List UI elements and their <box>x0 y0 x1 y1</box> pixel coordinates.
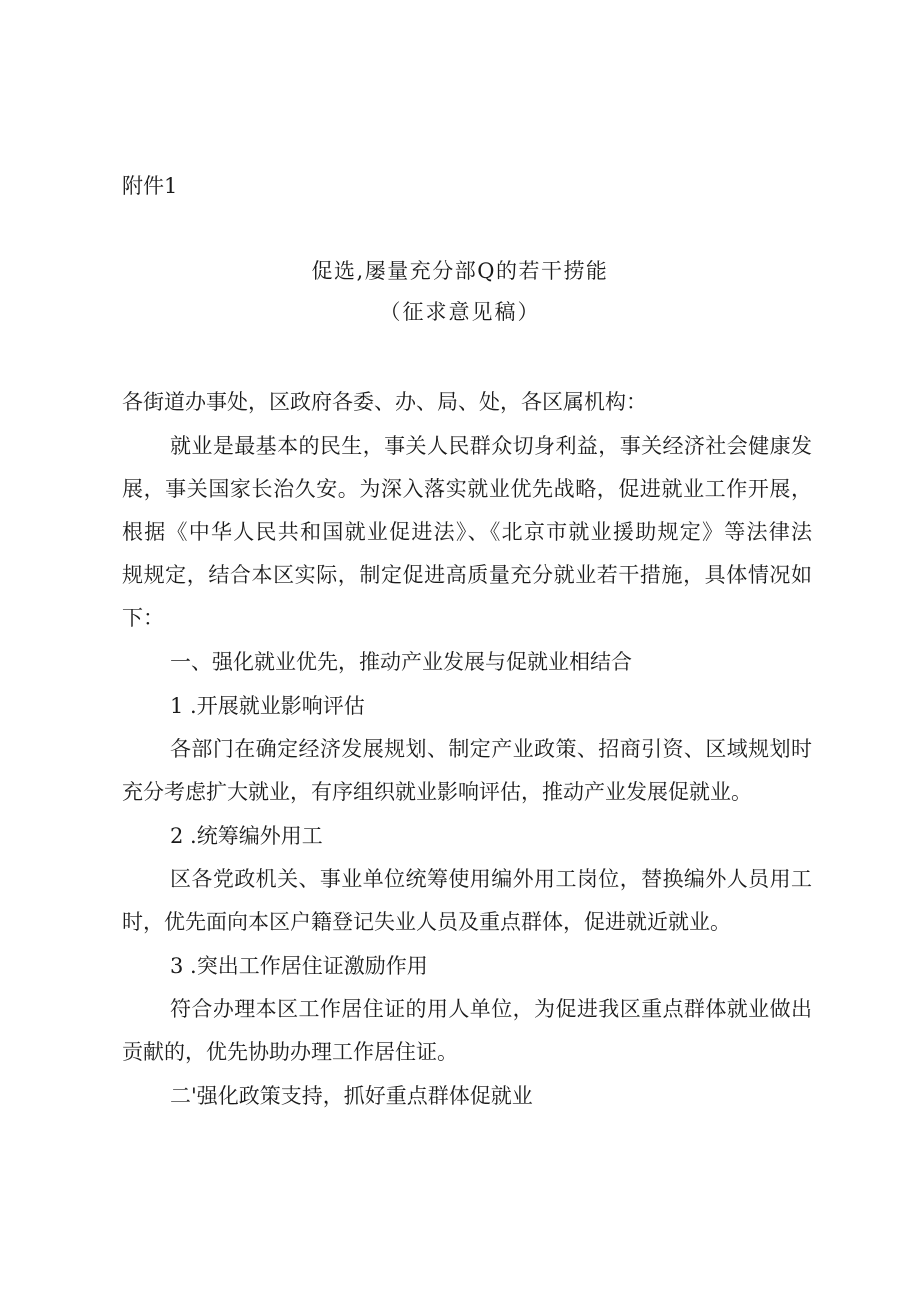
item-text-line: 各部门在确定经济发展规划、制定产业政策、招商引资、区域规划时 <box>170 737 812 761</box>
item-text-line: 时，优先面向本区户籍登记失业人员及重点群体，促进就近就业。 <box>122 910 731 934</box>
intro-line: 根据《中华人民共和国就业促进法》、《北京市就业援助规定》等法律法 <box>122 520 812 544</box>
item-text-line: 区各党政机关、事业单位统筹使用编外用工岗位，替换编外人员用工 <box>170 867 812 891</box>
item-text-line: 贡献的，优先协助办理工作居住证。 <box>122 1040 458 1064</box>
item-heading: 1 .开展就业影响评估 <box>170 694 365 718</box>
salutation: 各街道办事处，区政府各委、办、局、处，各区属机构： <box>122 390 647 414</box>
item-heading: 3 .突出工作居住证激励作用 <box>170 954 428 978</box>
document-title: 促选,屡量充分部Q的若干捞能 <box>311 259 609 283</box>
document-subtitle: （征求意见稿） <box>379 300 541 324</box>
section-heading: 一、强化就业优先，推动产业发展与促就业相结合 <box>170 650 632 674</box>
item-text-line: 符合办理本区工作居住证的用人单位，为促进我区重点群体就业做出 <box>170 997 812 1021</box>
intro-line: 下： <box>122 606 164 630</box>
intro-line: 规规定，结合本区实际，制定促进高质量充分就业若干措施，具体情况如 <box>122 563 812 587</box>
item-heading: 2 .统筹编外用工 <box>170 824 323 848</box>
intro-line: 就业是最基本的民生，事关人民群众切身利益，事关经济社会健康发 <box>170 434 812 458</box>
item-text-line: 充分考虑扩大就业，有序组织就业影响评估，推动产业发展促就业。 <box>122 780 752 804</box>
section-heading: 二'强化政策支持，抓好重点群体促就业 <box>170 1084 533 1108</box>
intro-line: 展，事关国家长治久安。为深入落实就业优先战略，促进就业工作开展， <box>122 477 812 501</box>
attachment-label: 附件1 <box>122 174 178 198</box>
